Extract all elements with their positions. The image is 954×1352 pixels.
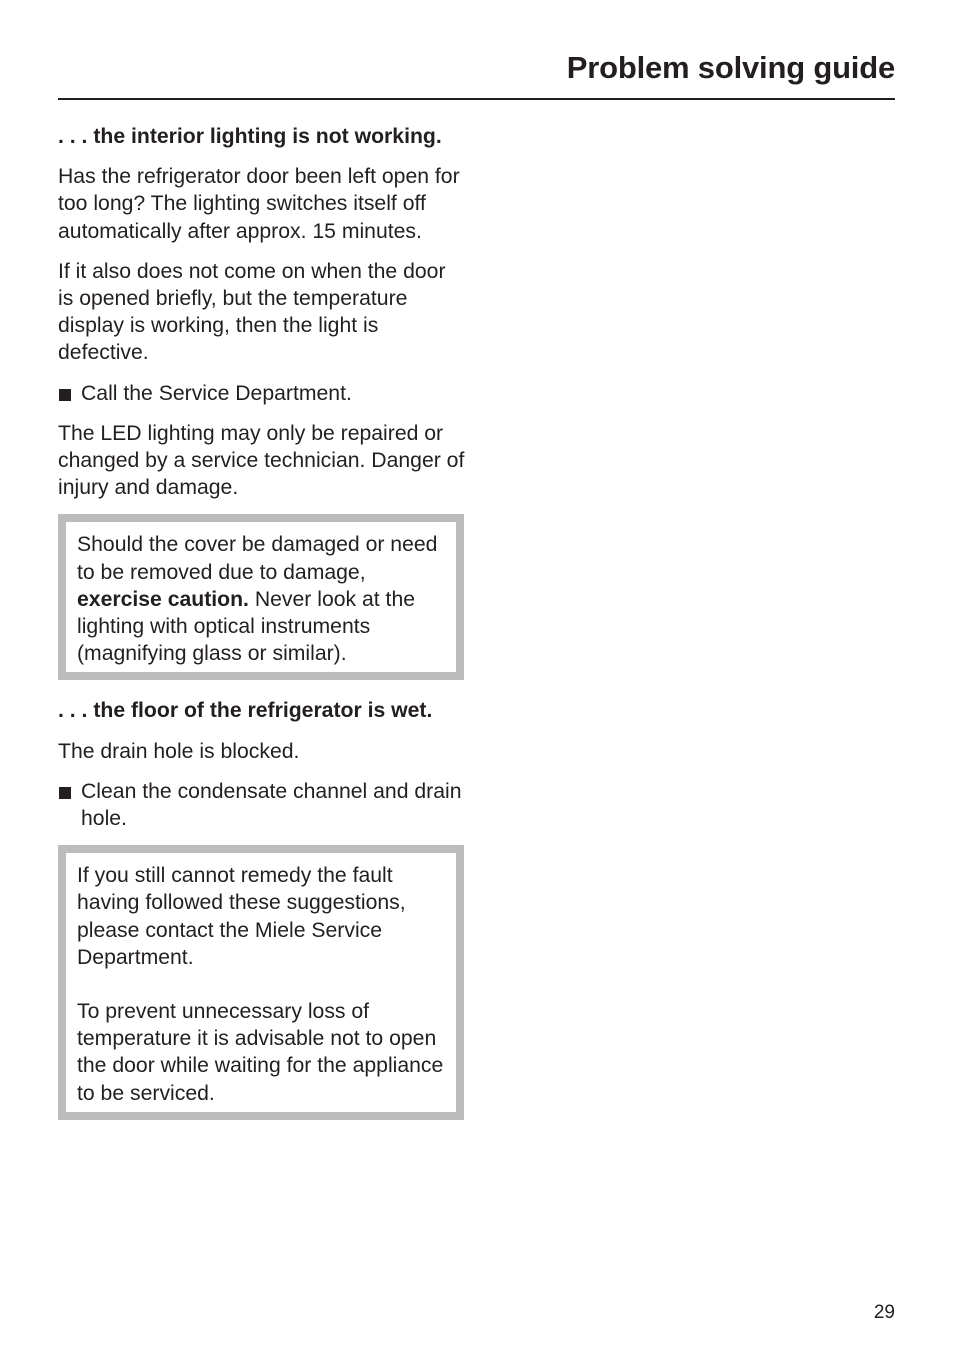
notice-text-before: Should the cover be damaged or need to be removed due to damage,: [77, 533, 438, 584]
paragraph-door-open: Has the refrigerator door been left open for too long? The lighting switches itself off automatically after approx. 15 minutes.: [58, 165, 460, 243]
notice-box-caution: [58, 514, 464, 680]
bullet-square-icon: [59, 787, 71, 799]
bullet-square-icon: [59, 389, 71, 401]
bullet-text: Call the Service Department.: [81, 381, 352, 405]
section-heading-interior-lighting: . . . the interior lighting is not working.: [58, 125, 442, 148]
section-heading-floor-wet: . . . the floor of the refrigerator is wet.: [58, 699, 433, 723]
notice-box-service: [58, 845, 464, 1120]
notice-paragraph-contact: If you still cannot remedy the fault having followed these suggestions, please contact the Miele Service Department.: [77, 864, 406, 969]
notice-spacer: [77, 971, 450, 998]
notice-text-bold: exercise caution.: [77, 587, 249, 611]
notice-text-after: Never look at the lighting with optical instruments (magnifying glass or similar).: [77, 587, 416, 666]
page-number: 29: [873, 1302, 895, 1323]
bullet-call-service: [58, 380, 465, 407]
paragraph-led-repair: The LED lighting may only be repaired or changed by a service technician. Danger of injury and damage.: [58, 421, 465, 500]
header-rule: [58, 98, 895, 100]
paragraph-drain-blocked: The drain hole is blocked.: [58, 739, 300, 763]
bullet-clean-drain: [58, 778, 465, 832]
notice-paragraph-temperature: To prevent unnecessary loss of temperature it is advisable not to open the door while waiting for the appliance to be serviced.: [77, 1000, 444, 1105]
content-column: [58, 123, 465, 1137]
paragraph-light-defective: If it also does not come on when the door is opened briefly, but the temperature display is working, then the light is defective.: [58, 259, 446, 365]
bullet-text: Clean the condensate channel and drain hole.: [81, 779, 462, 831]
page-title: Problem solving guide: [566, 50, 895, 85]
